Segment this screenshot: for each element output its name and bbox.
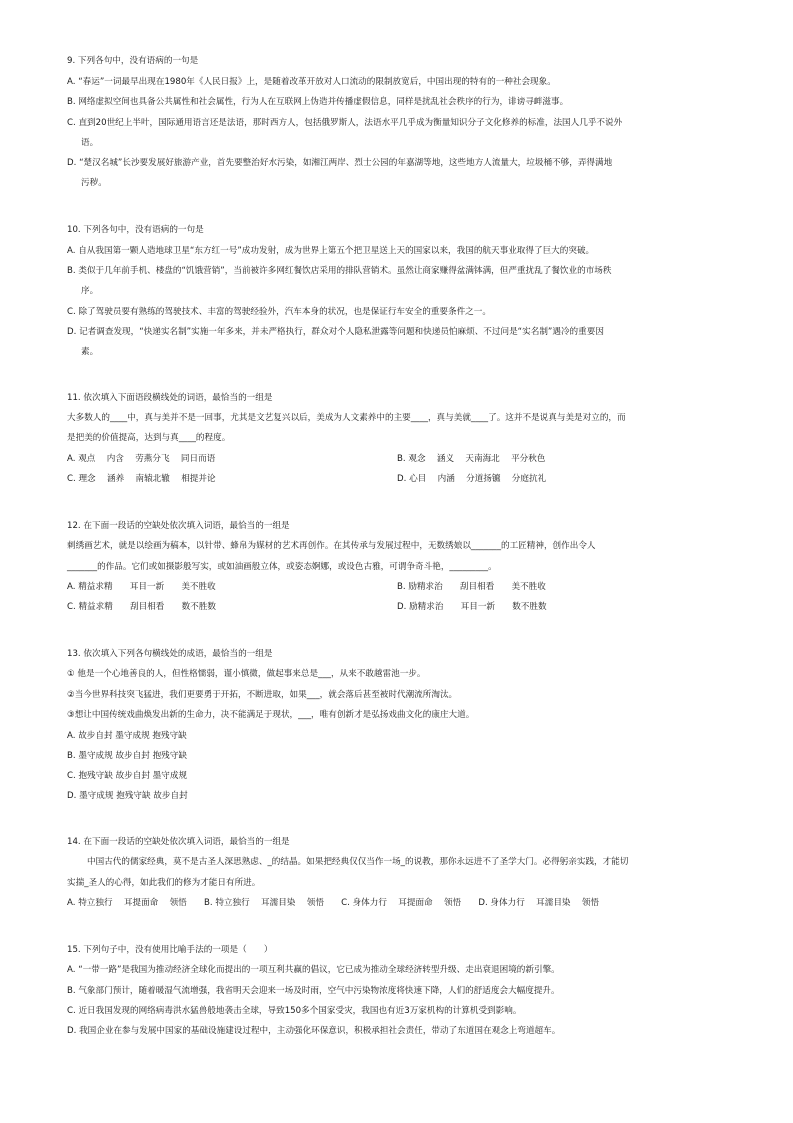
- option-c: C. 抱残守缺 故步自封 墨守成规: [67, 771, 188, 781]
- question-stem: 10. 下列各句中，没有语病的一句是: [67, 225, 204, 235]
- option-b: B. 类似于几年前手机、楼盘的“饥饿营销”，当前被许多网红餐饮店采用的排队营销术。虽然让商家赚得盆满钵满，但严重扰乱了餐饮业的市场秩: [67, 266, 612, 276]
- option-b: B. 气象部门预计，随着暖湿气流增强，我省明天会迎来一场及时雨，空气中污染物浓度将快速下降，人们的舒适度会大幅度提升。: [67, 986, 560, 996]
- option-d-continued: 污秽。: [81, 178, 107, 188]
- options-row: A. 特立独行 耳提面命 领悟 B. 特立独行 耳濡目染 领悟 C. 身体力行 耳提面命 领悟 D. 身体力行 耳濡目染 领悟: [67, 898, 600, 908]
- question-stem: 11. 依次填入下面语段横线处的词语，最恰当的一组是: [67, 393, 273, 403]
- option-d: D. 励精求治 耳目一新 数不胜数: [397, 602, 547, 612]
- option-c: C. 精益求精 刮目相看 数不胜数: [67, 602, 216, 612]
- option-a: A. “春运”一词最早出现在1980年《人民日报》上，是随着改革开放对人口流动的限制放宽后，中国出现的特有的一种社会现象。: [67, 77, 556, 87]
- option-a: A. 自从我国第一颗人造地球卫星“东方红一号”成功发射，成为世界上第五个把卫星送上天的国家以来，我国的航天事业取得了巨大的突破。: [67, 246, 595, 256]
- option-c: C. 近日我国发现的网络病毒洪水猛兽般地袭击全球，导致150多个国家受灾，我国也有近3万家机构的计算机受到影响。: [67, 1006, 522, 1016]
- question-stem: 14. 在下面一段话的空缺处依次填入词语，最恰当的一组是: [67, 837, 290, 847]
- option-d: D. 心目 内涵 分道扬镳 分庭抗礼: [397, 474, 547, 484]
- option-b-continued: 序。: [81, 286, 99, 296]
- option-c: C. 直到20世纪上半叶，国际通用语言还是法语，那时西方人，包括俄罗斯人，法语水平几乎成为衡量知识分子文化修养的标准，法国人几乎不说外: [67, 118, 623, 128]
- option-c: C. 理念 涵养 南辕北辙 相提并论: [67, 474, 216, 484]
- passage-line: 实揣_圣人的心得，如此我们的修为才能日有所进。: [67, 878, 261, 888]
- option-a: A. “一带一路”是我国为推动经济全球化而提出的一项互利共赢的倡议，它已成为推动全球经济转型升级、走出衰退困境的新引擎。: [67, 965, 560, 975]
- option-d: D. 墨守成规 抱残守缺 故步自封: [67, 791, 188, 801]
- sentence-2: ②当今世界科技突飞猛进，我们更要勇于开拓，不断进取，如果___，就会落后甚至被时代潮流所淘汰。: [67, 690, 458, 700]
- option-b: B. 观念 涵义 天南海北 平分秋色: [397, 454, 546, 464]
- option-c: C. 除了驾驶员要有熟练的驾驶技术、丰富的驾驶经验外，汽车本身的状况，也是保证行车安全的重要条件之一。: [67, 307, 491, 317]
- option-d: D. 我国企业在参与发展中国家的基础设施建设过程中，主动强化环保意识，积极承担社会责任，带动了东道国在观念上弯道超车。: [67, 1026, 561, 1036]
- option-a: A. 精益求精 耳目一新 美不胜收: [67, 582, 216, 592]
- passage-line: _______的作品。它们或如摄影般写实，或如油画般立体，或姿态婀娜，或设色古雅，可谓争奇斗艳，_________。: [67, 562, 497, 572]
- passage-line: 刺绣画艺术，就是以绘画为稿本，以针带、蜂帛为媒材的艺术再创作。在其传承与发展过程中，无数绣娘以_______的工匠精神，创作出令人: [67, 541, 596, 551]
- option-b: B. 墨守成规 故步自封 抱残守缺: [67, 751, 187, 761]
- passage-line: 大多数人的____中，真与美并不是一回事，尤其是文艺复兴以后，美成为人文素养中的主要____，真与美就____了。这并不是说真与美是对立的，而: [67, 413, 626, 423]
- passage-line: 是把美的价值提高，达到与真____的程度。: [67, 433, 231, 443]
- passage-line: 中国古代的儒家经典，莫不是古圣人深思熟虑、_的结晶。如果把经典仅仅当作一场_的说教，那你永远进不了圣学大门。必得躬亲实践，才能切: [87, 857, 629, 867]
- option-a: A. 故步自封 墨守成规 抱残守缺: [67, 731, 187, 741]
- option-b: B. 励精求治 刮目相看 美不胜收: [397, 582, 546, 592]
- option-d: D. 记者调查发现，“快递实名制”实施一年多来，并未严格执行，群众对个人隐私泄露等问题和快递员怕麻烦、不过问是“实名制”遇冷的重要因: [67, 327, 604, 337]
- question-stem: 15. 下列句子中，没有使用比喻手法的一项是（ ）: [67, 945, 273, 955]
- option-c-continued: 语。: [81, 138, 99, 148]
- question-stem: 13. 依次填入下列各句横线处的成语，最恰当的一组是: [67, 649, 273, 659]
- question-stem: 12. 在下面一段话的空缺处依次填入词语，最恰当的一组是: [67, 521, 290, 531]
- question-stem: 9. 下列各句中，没有语病的一句是: [67, 56, 199, 66]
- option-b: B. 网络虚拟空间也具备公共属性和社会属性，行为人在互联网上伪造并传播虚假信息，同样是扰乱社会秩序的行为，诽谤寻衅滋事。: [67, 97, 569, 107]
- sentence-3: ③想让中国传统戏曲焕发出新的生命力，决不能满足于现状，___，唯有创新才是弘扬戏曲文化的康庄大道。: [67, 710, 475, 720]
- option-d: D. “楚汉名城”长沙要发展好旅游产业，首先要整治好水污染，如湘江两岸、烈士公园的年嘉湖等地，这些地方人流量大，垃圾桶不够，弄得满地: [67, 158, 613, 168]
- sentence-1: ① 他是一个心地善良的人，但性格懦弱，谨小慎微，做起事来总是___，从来不敢越雷池一步。: [67, 669, 426, 679]
- option-d-continued: 素。: [81, 347, 99, 357]
- option-a: A. 观点 内含 劳燕分飞 同日而语: [67, 454, 216, 464]
